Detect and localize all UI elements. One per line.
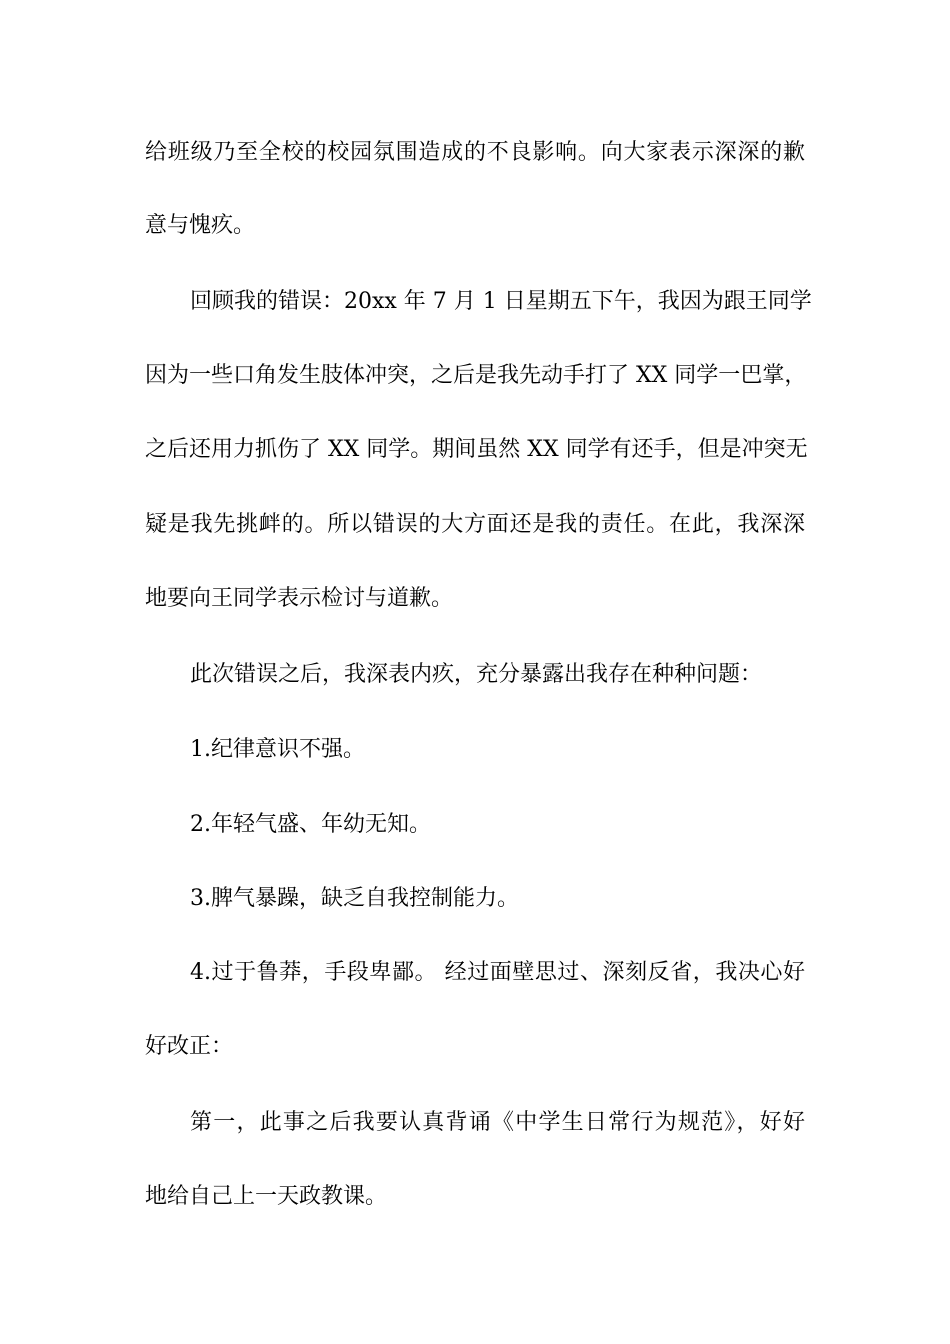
paragraph-line-3: 回顾我的错误：20xx 年 7 月 1 日星期五下午，我因为跟王同学 [190,289,812,314]
paragraph-line-15: 地给自己上一天政教课。 [145,1184,388,1209]
paragraph-line-14: 第一，此事之后我要认真背诵《中学生日常行为规范》，好好 [190,1110,805,1135]
paragraph-line-5: 之后还用力抓伤了 XX 同学。期间虽然 XX 同学有还手，但是冲突无 [145,437,808,462]
list-item-4: 4.过于鲁莽，手段卑鄙。 经过面壁思过、深刻反省，我决心好 [190,960,805,985]
list-item-1: 1.纪律意识不强。 [190,737,365,762]
paragraph-line-2: 意与愧疚。 [145,213,256,238]
paragraph-line-13: 好改正： [145,1034,234,1059]
paragraph-line-4: 因为一些口角发生肢体冲突，之后是我先动手打了 XX 同学一巴掌， [145,363,807,388]
paragraph-line-1: 给班级乃至全校的校园氛围造成的不良影响。向大家表示深深的歉 [145,140,805,165]
paragraph-line-7: 地要向王同学表示检讨与道歉。 [145,586,454,611]
paragraph-line-6: 疑是我先挑衅的。所以错误的大方面还是我的责任。在此，我深深 [145,512,805,537]
list-item-2: 2.年轻气盛、年幼无知。 [190,812,431,837]
paragraph-line-8: 此次错误之后，我深表内疚，充分暴露出我存在种种问题： [190,662,763,687]
list-item-3: 3.脾气暴躁，缺乏自我控制能力。 [190,886,519,911]
